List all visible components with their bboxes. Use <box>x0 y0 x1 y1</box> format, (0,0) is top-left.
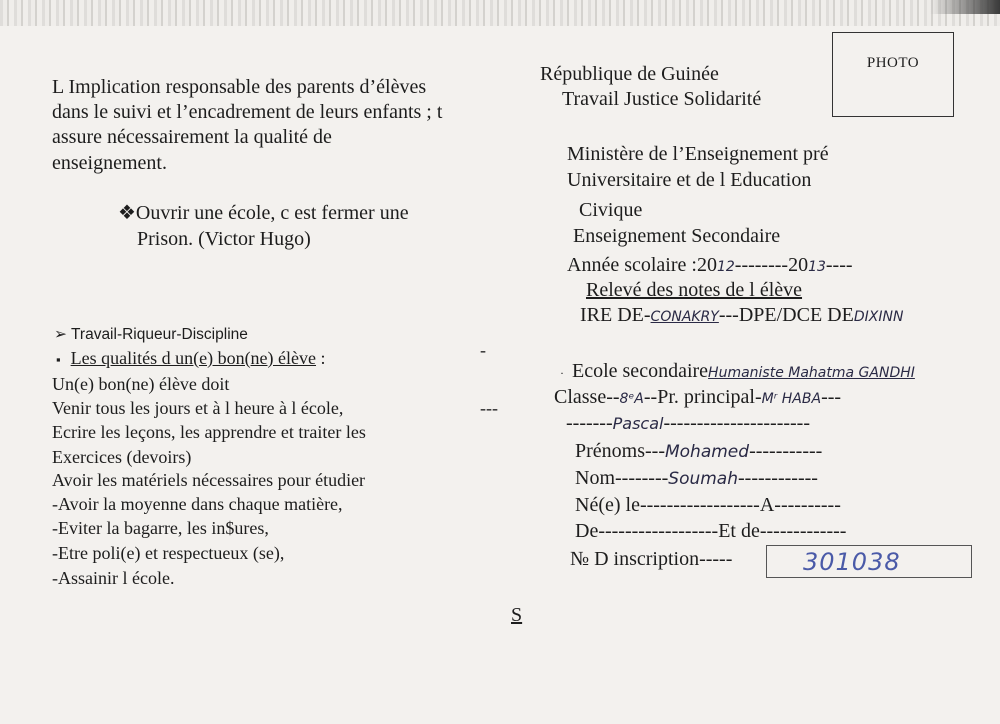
ire-row <box>580 304 903 327</box>
year-label: Année scolaire :20 <box>567 254 717 276</box>
quote-line-1: ❖Ouvrir une école, c est fermer une <box>118 202 409 224</box>
pr-label: --Pr. principal- <box>643 386 762 408</box>
ministry-line-1: Ministère de l’Enseignement pré <box>567 143 829 165</box>
quality-line-3: Ecrire les leçons, les apprendre et traiter les <box>52 422 366 442</box>
year-end-handwritten: 13 <box>808 259 826 275</box>
photo-box <box>832 32 954 117</box>
classe-handwritten: 8ᵉA <box>619 391 644 407</box>
quality-line-6: -Avoir la moyenne dans chaque matière, <box>52 494 343 514</box>
classe-row <box>554 386 841 409</box>
quote-line-2: Prison. (Victor Hugo) <box>137 228 311 250</box>
inscription-value: 301038 <box>803 548 901 576</box>
ne-le-row: Né(e) le------------------A---------- <box>575 494 841 516</box>
ecole-label: Ecole secondaire <box>572 360 709 382</box>
pr-handwritten: Mʳ HABA <box>761 391 822 407</box>
nom-label: Nom-------- <box>575 467 669 489</box>
inscription-label: № D inscription----- <box>570 548 733 570</box>
inscription-box <box>766 545 972 578</box>
scan-corner-shadow <box>930 0 1000 14</box>
nom-row <box>575 467 818 490</box>
qualities-colon: : <box>320 348 326 368</box>
ecole-row: · Ecole secondaireHumaniste Mahatma GANDHI <box>560 360 915 382</box>
bottom-letter: S <box>511 604 523 626</box>
year-end-dashes: ---- <box>825 254 853 276</box>
ministry-line-3: Civique <box>579 199 643 221</box>
school-year-row <box>567 254 853 277</box>
motto-line: ➢ Travail-Riqueur-Discipline <box>54 326 248 343</box>
pr-end: --- <box>821 386 842 408</box>
ministry-line-4: Enseignement Secondaire <box>573 225 781 247</box>
nom-end: ------------ <box>738 467 818 489</box>
ecole-handwritten: Humaniste Mahatma GANDHI <box>708 365 915 381</box>
year-mid: --------20 <box>734 254 809 276</box>
republic-title: République de Guinée <box>540 63 719 85</box>
year-start-handwritten: 12 <box>716 259 735 275</box>
pascal-end: ---------------------- <box>663 412 810 434</box>
releve-title: Relevé des notes de l élève <box>586 279 803 301</box>
prenoms-label: Prénoms--- <box>575 440 665 462</box>
classe-label: Classe-- <box>554 386 620 408</box>
quality-line-4: Exercices (devoirs) <box>52 447 192 467</box>
de-row: De------------------Et de------------- <box>575 520 847 542</box>
nom-handwritten: Soumah <box>668 469 738 489</box>
quality-line-8: -Etre poli(e) et respectueux (se), <box>52 543 285 563</box>
quality-line-2: Venir tous les jours et à l heure à l école, <box>52 398 344 418</box>
pascal-dashes: ------- <box>566 412 613 434</box>
photo-label: PHOTO <box>866 55 920 71</box>
prenoms-end: ----------- <box>749 440 823 462</box>
dpe-label: ---DPE/DCE DE <box>718 304 854 326</box>
ministry-line-2: Universitaire et de l Education <box>567 169 812 191</box>
quality-line-1: Un(e) bon(ne) élève doit <box>52 374 230 394</box>
ire-label: IRE DE- <box>580 304 651 326</box>
prenoms-row <box>575 440 822 463</box>
stray-dash-2: --- <box>480 398 498 418</box>
intro-line-3: assure nécessairement la qualité de <box>52 126 332 148</box>
quality-line-7: -Eviter la bagarre, les in$ures, <box>52 518 269 538</box>
intro-line-1: L Implication responsable des parents d’élèves <box>52 76 427 98</box>
qualities-heading <box>56 348 326 369</box>
prenoms-handwritten: Mohamed <box>664 442 750 462</box>
republic-motto: Travail Justice Solidarité <box>562 88 762 110</box>
pascal-handwritten: Pascal <box>612 414 664 433</box>
dpe-handwritten: DIXINN <box>853 309 904 325</box>
stray-dash-1: - <box>480 340 486 360</box>
pascal-row <box>566 412 810 435</box>
quality-line-5: Avoir les matériels nécessaires pour étudier <box>52 470 366 490</box>
intro-line-2: dans le suivi et l’encadrement de leurs enfants ; t <box>52 101 443 123</box>
scan-edge-artifact <box>0 0 1000 26</box>
qualities-title: Les qualités d un(e) bon(ne) élève <box>70 348 317 368</box>
quality-line-9: -Assainir l école. <box>52 568 175 588</box>
qualities-bullet: ▪ <box>56 352 61 367</box>
intro-line-4: enseignement. <box>52 152 167 174</box>
ire-handwritten: CONAKRY <box>650 309 719 325</box>
